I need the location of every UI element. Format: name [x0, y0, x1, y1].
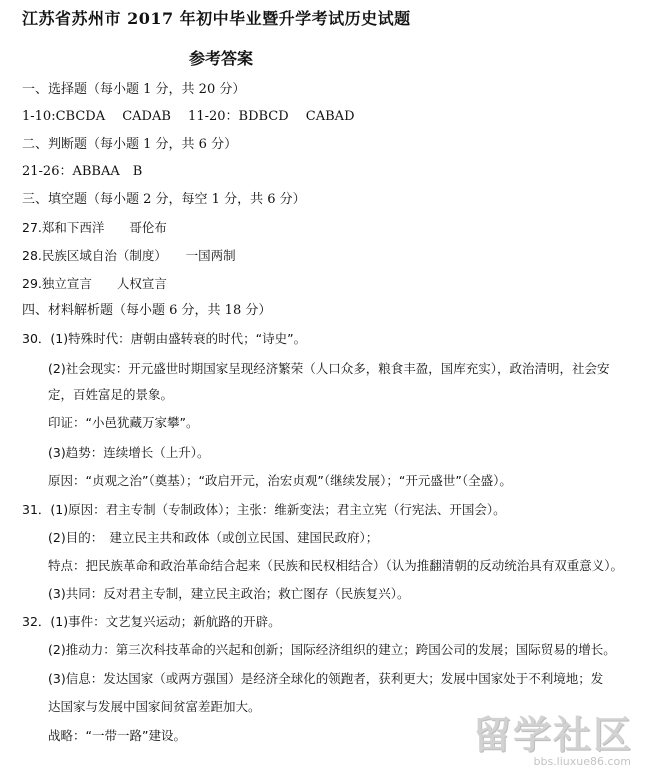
answer-32-3-cont: 达国家与发展中国家间贫富差距加大。 — [48, 699, 261, 714]
answer-27: 27.郑和下西洋 哥伦布 — [22, 220, 167, 235]
section-heading-judgement: 二、判断题（每小题 1 分，共 6 分） — [22, 137, 238, 152]
answer-32-strategy: 战略：“一带一路”建设。 — [48, 728, 186, 743]
answer-28: 28.民族区域自治（制度） 一国两制 — [22, 248, 236, 263]
answer-30-2: (2)社会现实：开元盛世时期国家呈现经济繁荣（人口众多，粮食丰盈，国库充实），政治清明，社会安 — [48, 361, 610, 376]
choice-answers: 1-10:CBCDA CADAB 11-20：BDBCD CABAD — [22, 109, 355, 124]
watermark-url: bbs.liuxue86.com — [533, 755, 631, 768]
answer-32-3: (3)信息：发达国家（或两方强国）是经济全球化的领跑者，获利更大；发展中国家处于不利境地；发 — [48, 671, 604, 686]
answer-32-1: 32．(1)事件：文艺复兴运动；新航路的开辟。 — [22, 614, 281, 629]
answer-31-2: (2)目的： 建立民主共和政体（或创立民国、建国民政府）； — [48, 530, 379, 545]
answer-32-2: (2)推动力：第三次科技革命的兴起和创新；国际经济组织的建立；跨国公司的发展；国际贸易的增长。 — [48, 642, 616, 657]
answer-30-reason: 原因：“贞观之治”（奠基）；“政启开元，治宏贞观”（继续发展）；“开元盛世”（全盛）。 — [48, 473, 512, 488]
document-title: 江苏省苏州市 2017 年初中毕业暨升学考试历史试题 — [22, 9, 411, 28]
judgement-answers: 21-26：ABBAA B — [22, 164, 143, 179]
section-heading-analysis: 四、材料解析题（每小题 6 分，共 18 分） — [22, 303, 272, 318]
answer-29: 29.独立宣言 人权宣言 — [22, 276, 167, 291]
answer-30-2-cont: 定，百姓富足的景象。 — [48, 387, 174, 402]
answer-31-feature: 特点：把民族革命和政治革命结合起来（民族和民权相结合）（认为推翻清朝的反动统治具有双重意义）。 — [48, 558, 624, 573]
answer-key-heading: 参考答案 — [189, 49, 254, 68]
site-watermark — [465, 704, 633, 768]
section-heading-fill-blank: 三、填空题（每小题 2 分，每空 1 分，共 6 分） — [22, 192, 306, 207]
answer-30-1: 30．(1)特殊时代：唐朝由盛转衰的时代；“诗史”。 — [22, 331, 307, 346]
answer-31-3: (3)共同：反对君主专制，建立民主政治；救亡图存（民族复兴）。 — [48, 586, 410, 601]
answer-30-evidence: 印证：“小邑犹藏万家攀”。 — [48, 415, 199, 430]
section-heading-choice: 一、选择题（每小题 1 分，共 20 分） — [22, 82, 246, 97]
answer-30-3: (3)趋势：连续增长（上升）。 — [48, 445, 210, 460]
answer-31-1: 31．(1)原因：君主专制（专制政体）；主张：维新变法；君主立宪（行宪法、开国会）。 — [22, 502, 506, 517]
watermark-brand: 留学社区 — [472, 713, 633, 757]
